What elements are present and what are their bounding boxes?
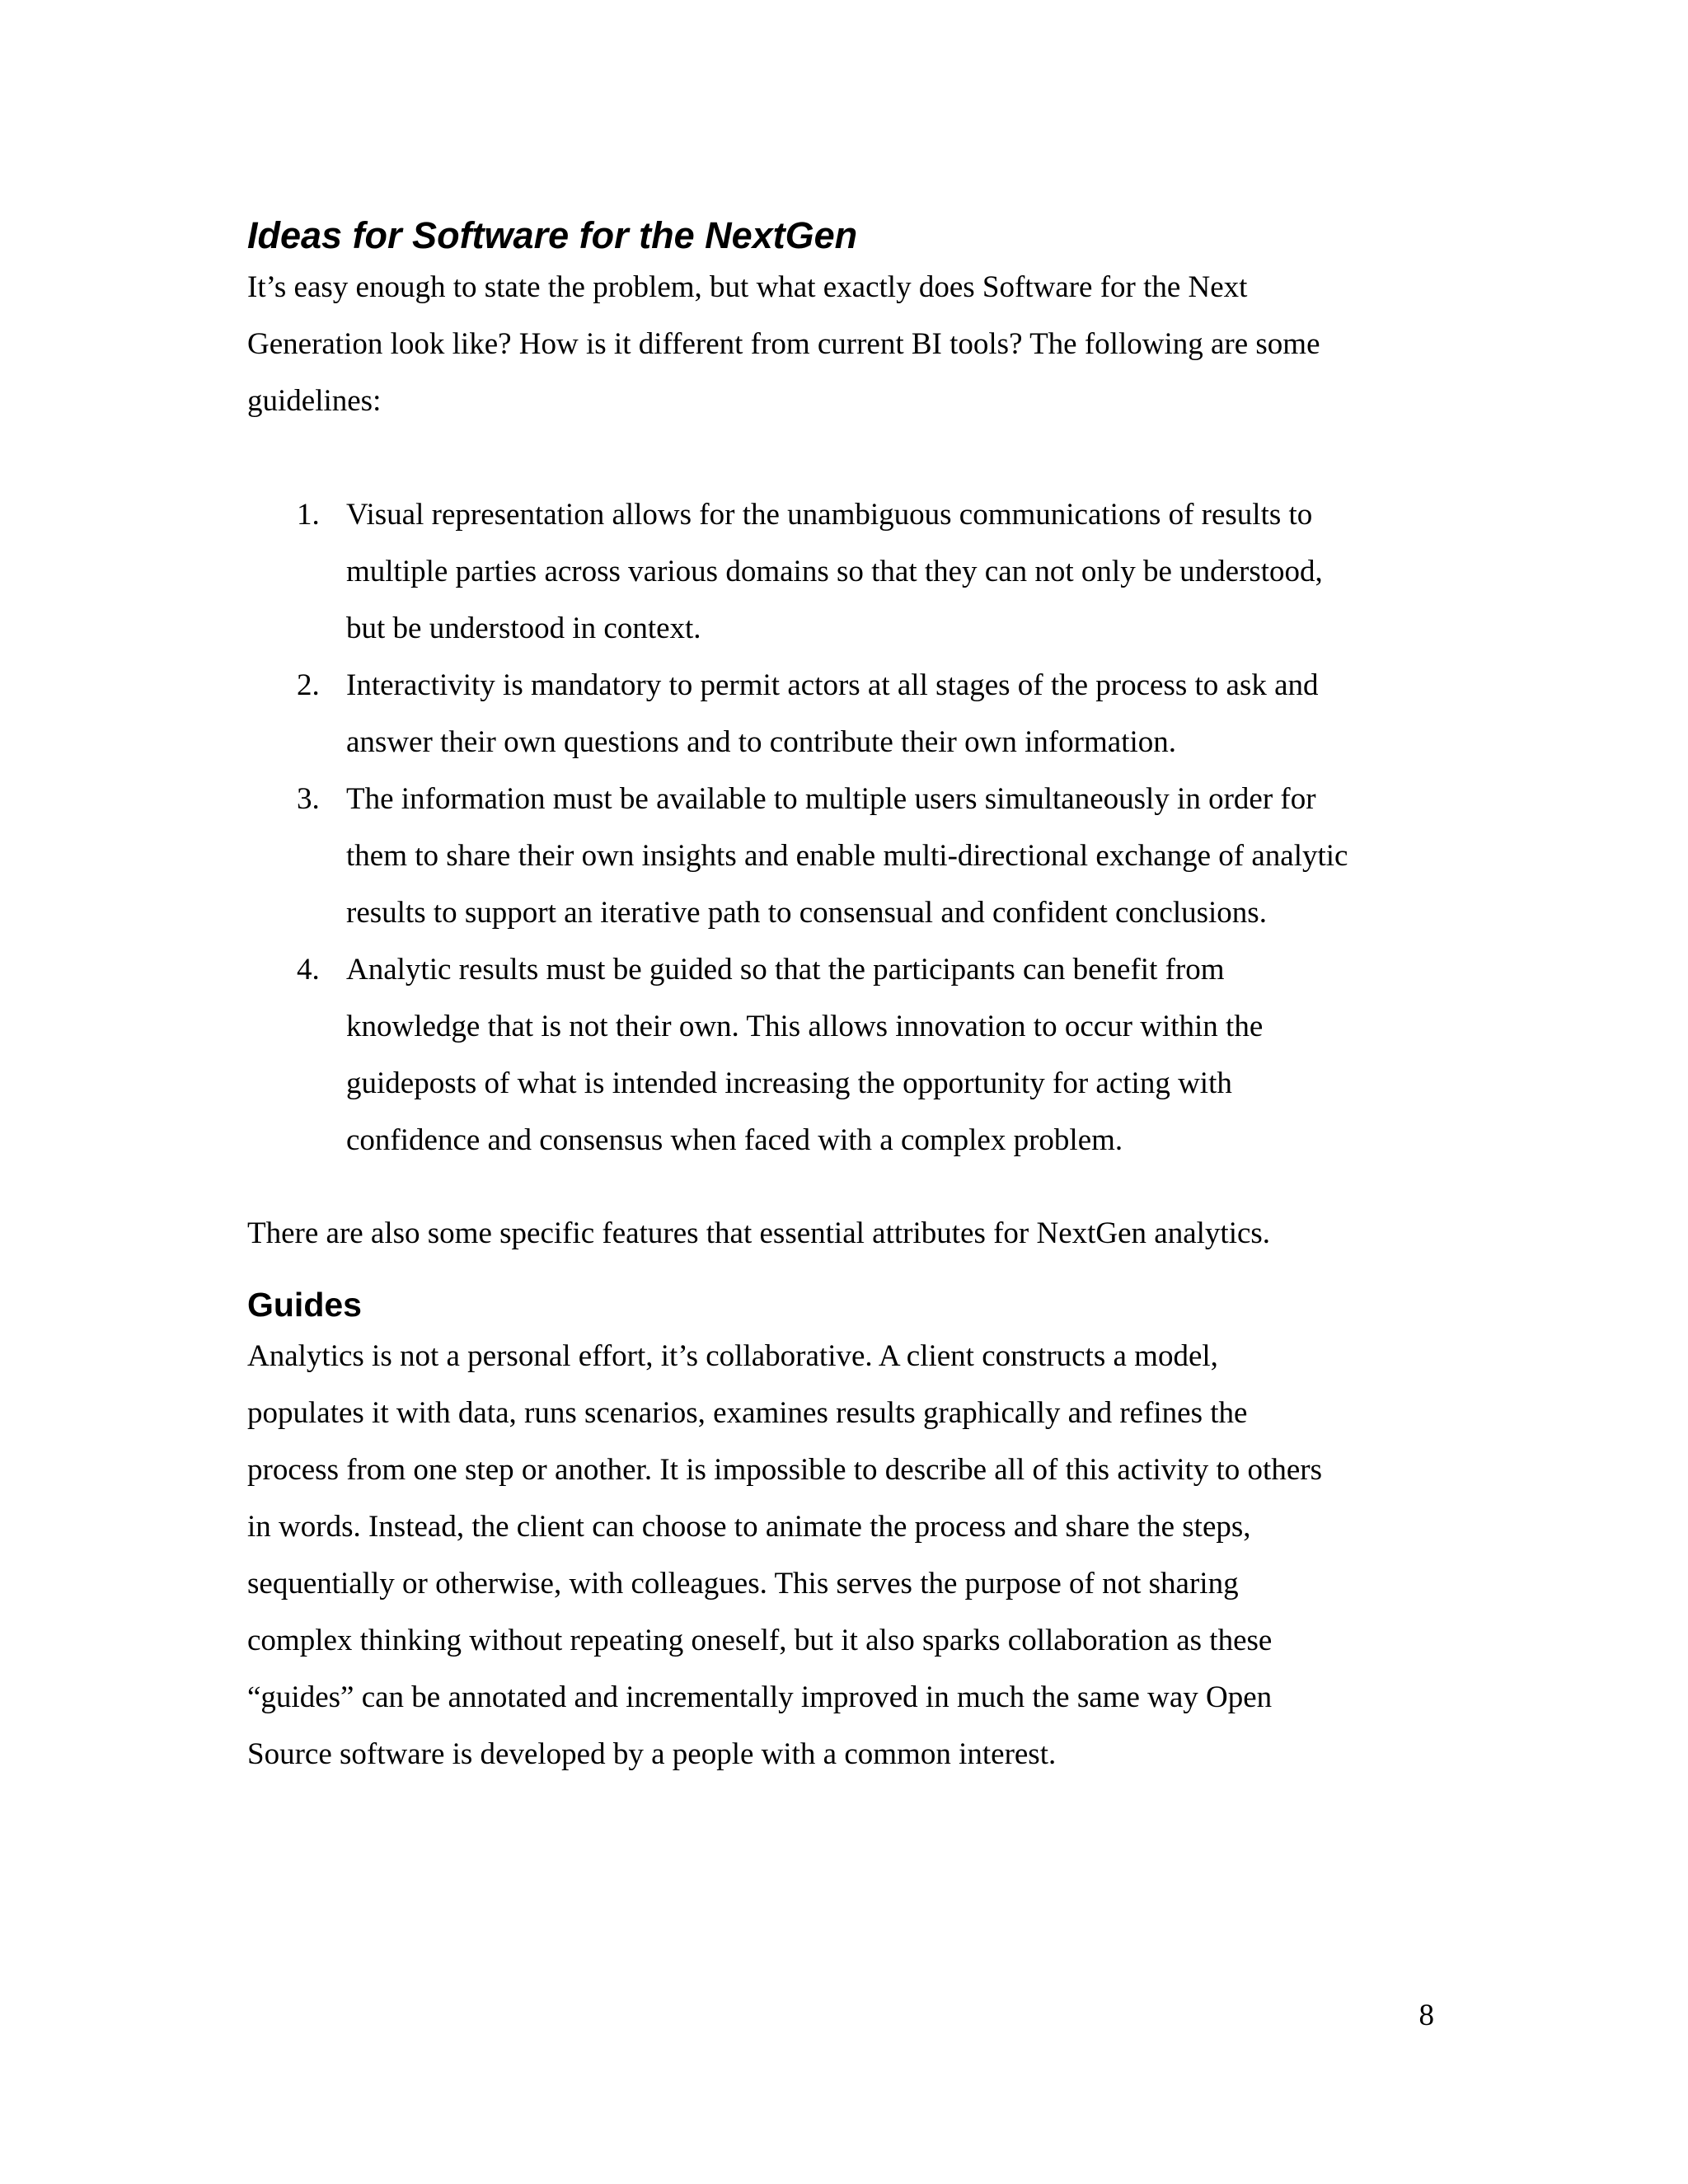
guides-line: Analytics is not a personal effort, it’s collaborative. A client constructs a model, [247, 1339, 1218, 1373]
guideline-number: 2. [297, 668, 320, 702]
guideline-number: 4. [297, 953, 320, 987]
intro-paragraph [247, 259, 1451, 429]
guideline-line: guideposts of what is intended increasing the opportunity for acting with [346, 1066, 1232, 1100]
spacer [247, 1169, 1451, 1205]
guideline-line: but be understood in context. [346, 612, 701, 645]
guideline-line: Interactivity is mandatory to permit actors at all stages of the process to ask and [346, 668, 1319, 702]
section-title-guides: Guides [247, 1286, 362, 1324]
page-number: 8 [1418, 1999, 1434, 2032]
spacer [247, 429, 1451, 486]
guideline-line: results to support an iterative path to consensual and confident conclusions. [346, 896, 1267, 930]
guides-line: in words. Instead, the client can choose to animate the process and share the steps, [247, 1510, 1251, 1544]
guideline-line: answer their own questions and to contribute their own information. [346, 725, 1177, 759]
guideline-number: 3. [297, 782, 320, 816]
closing-line: There are also some specific features that essential attributes for NextGen analytics. [247, 1216, 1271, 1250]
section-title-ideas: Ideas for Software for the NextGen [247, 214, 858, 256]
guides-line: complex thinking without repeating oneself, but it also sparks collaboration as these [247, 1624, 1273, 1657]
guideline-line: Analytic results must be guided so that the participants can benefit from [346, 953, 1225, 987]
guideline-line: confidence and consensus when faced with a complex problem. [346, 1123, 1123, 1157]
intro-line: Generation look like? How is it different from current BI tools? The following are some [247, 327, 1320, 361]
guides-line: populates it with data, runs scenarios, examines results graphically and refines the [247, 1396, 1248, 1430]
intro-line: It’s easy enough to state the problem, but what exactly does Software for the Next [247, 270, 1248, 304]
guideline-line: them to share their own insights and enable multi-directional exchange of analytic [346, 839, 1348, 873]
guideline-item-4 [247, 941, 1451, 1169]
guides-paragraph [247, 1328, 1451, 1783]
closing-paragraph [247, 1205, 1451, 1262]
guides-line: process from one step or another. It is impossible to describe all of this activity to others [247, 1453, 1322, 1487]
intro-line: guidelines: [247, 384, 382, 418]
page-content [247, 213, 1451, 1783]
guides-line: sequentially or otherwise, with colleagues. This serves the purpose of not sharing [247, 1567, 1239, 1601]
guideline-line: multiple parties across various domains so that they can not only be understood, [346, 555, 1323, 588]
guideline-item-3 [247, 771, 1451, 941]
guideline-line: Visual representation allows for the unambiguous communications of results to [346, 498, 1313, 532]
guides-line: Source software is developed by a people with a common interest. [247, 1737, 1057, 1771]
guideline-line: knowledge that is not their own. This allows innovation to occur within the [346, 1010, 1264, 1043]
guideline-item-1 [247, 486, 1451, 657]
guideline-line: The information must be available to multiple users simultaneously in order for [346, 782, 1316, 816]
spacer [247, 1262, 1451, 1282]
guideline-number: 1. [297, 498, 320, 532]
guides-line: “guides” can be annotated and incrementally improved in much the same way Open [247, 1680, 1273, 1714]
guideline-item-2 [247, 657, 1451, 771]
guidelines-list [247, 486, 1451, 1169]
